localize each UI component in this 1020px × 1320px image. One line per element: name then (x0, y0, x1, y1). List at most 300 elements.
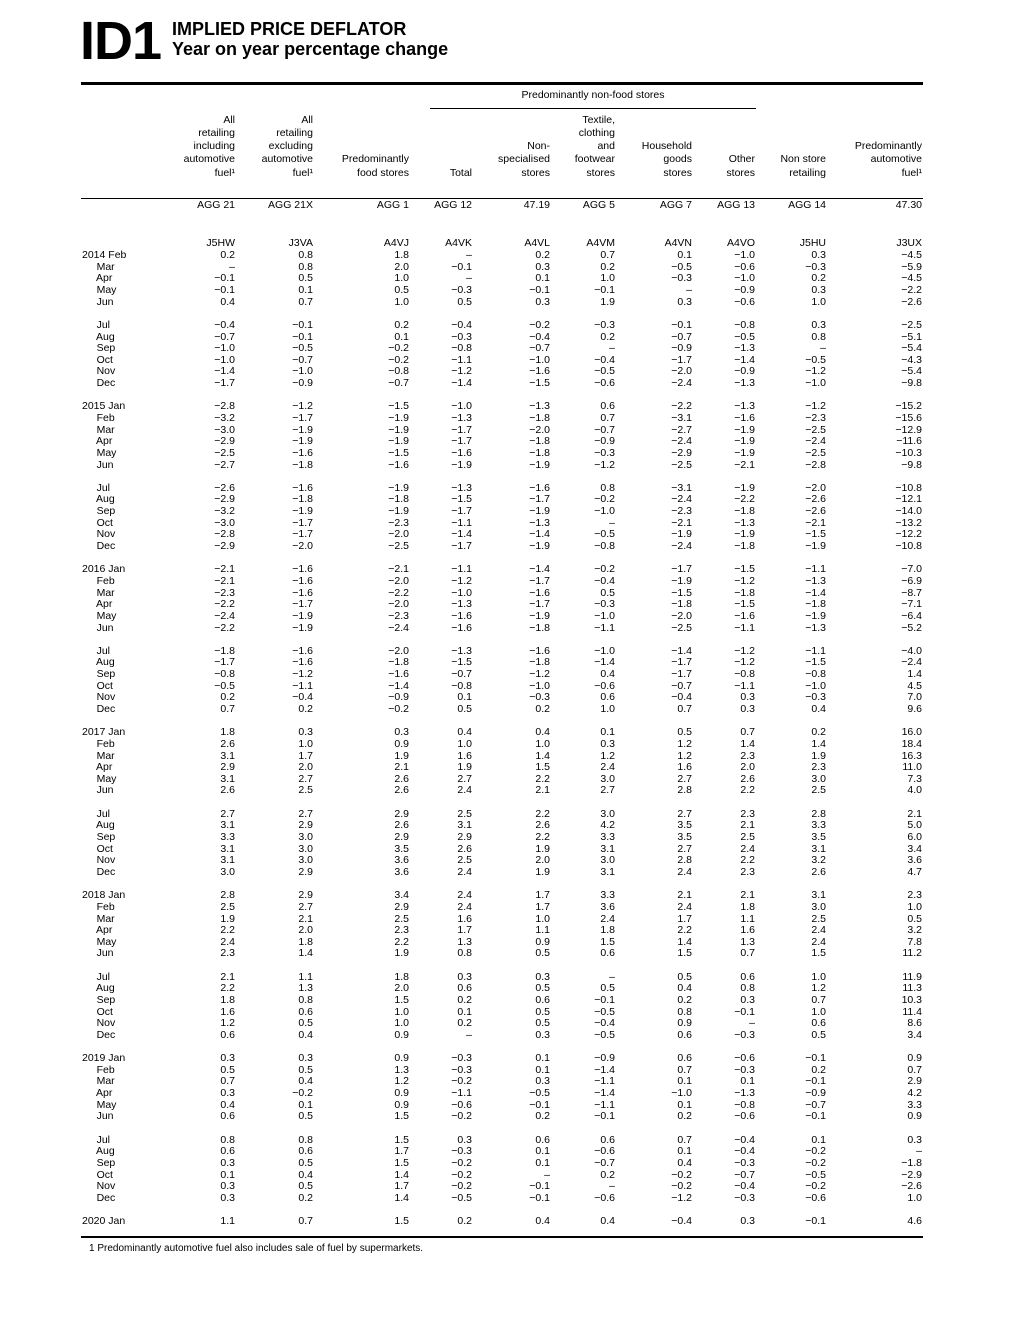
table-cell: −0.8 (451, 342, 472, 355)
table-cell: 0.4 (220, 1098, 235, 1111)
table-cell: 0.2 (535, 249, 550, 261)
table-cell: −2.6 (214, 481, 235, 494)
table-cell: −1.8 (292, 458, 313, 471)
table-cell: −1.5 (451, 493, 472, 506)
table-cell: −1.1 (805, 563, 826, 576)
table-cell: 1.3 (740, 935, 755, 948)
series-id: A4VN (664, 237, 692, 249)
table-cell: −1.0 (805, 679, 826, 692)
table-cell: – (466, 1028, 472, 1041)
table-cell: 1.4 (394, 1168, 409, 1181)
table-cell: 1.7 (535, 889, 550, 902)
table-cell: 0.5 (298, 1110, 313, 1123)
table-cell: −0.8 (388, 365, 409, 378)
table-cell: −1.3 (529, 516, 550, 529)
table-cell: 0.5 (298, 1063, 313, 1076)
table-row (0, 785, 1020, 797)
table-cell: −1.1 (292, 679, 313, 692)
table-cell: −1.9 (529, 609, 550, 622)
table-cell: −2.4 (388, 621, 409, 634)
table-cell: 3.0 (811, 900, 826, 913)
table-row (0, 448, 1020, 460)
table-row (0, 1216, 1020, 1228)
table-cell: −1.7 (451, 423, 472, 436)
table-cell: 2.9 (220, 761, 235, 774)
table-cell: 0.3 (220, 1191, 235, 1204)
table-cell: 0.2 (298, 703, 313, 715)
group-header-line (430, 108, 756, 109)
table-cell: 3.3 (907, 1098, 922, 1111)
table-cell: −0.2 (529, 318, 550, 331)
row-label: Aug (82, 656, 115, 669)
table-cell: 0.1 (677, 1075, 692, 1088)
table-cell: −1.2 (671, 1191, 692, 1204)
table-cell: −2.3 (388, 516, 409, 529)
table-cell: −0.2 (388, 703, 409, 715)
table-cell: 1.7 (394, 1145, 409, 1158)
table-cell: 2.0 (394, 260, 409, 273)
table-cell: −5.4 (901, 365, 922, 378)
table-cell: 1.2 (677, 737, 692, 750)
table-cell: −1.6 (292, 446, 313, 459)
table-cell: 11.3 (902, 982, 922, 995)
row-label: Sep (82, 505, 116, 518)
table-row (0, 599, 1020, 611)
table-cell: −1.1 (594, 621, 615, 634)
table-cell: −0.1 (805, 1110, 826, 1123)
table-cell: 1.5 (811, 947, 826, 960)
row-label: Aug (82, 1145, 115, 1158)
table-cell: −0.4 (594, 1017, 615, 1030)
table-cell: 2.4 (457, 900, 472, 913)
table-cell: −1.8 (214, 644, 235, 657)
table-cell: 0.2 (600, 1168, 615, 1181)
table-cell: −0.1 (529, 1098, 550, 1111)
table-cell: −1.9 (734, 435, 755, 448)
table-cell: 2.1 (677, 889, 692, 902)
table-cell: 2.4 (677, 900, 692, 913)
table-cell: 3.0 (600, 772, 615, 785)
table-cell: 0.5 (298, 1156, 313, 1169)
row-label: Feb (82, 900, 115, 913)
table-cell: 0.3 (220, 1156, 235, 1169)
table-cell: −1.7 (292, 516, 313, 529)
table-cell: 0.7 (811, 994, 826, 1006)
table-cell: 2.7 (677, 772, 692, 785)
table-cell: −0.9 (292, 377, 313, 389)
table-cell: −0.5 (594, 1005, 615, 1018)
series-id: A4VJ (383, 237, 409, 249)
row-label: Mar (82, 423, 115, 436)
table-cell: 0.7 (298, 295, 313, 308)
table-cell: 11.9 (902, 970, 922, 983)
table-cell: 0.3 (394, 726, 409, 739)
table-row (0, 1135, 1020, 1147)
table-cell: 3.2 (907, 924, 922, 937)
table-cell: 1.4 (907, 668, 922, 680)
table-cell: 2.4 (457, 889, 472, 902)
table-cell: −0.8 (734, 668, 755, 680)
table-cell: −1.0 (805, 377, 826, 389)
table-cell: 1.4 (677, 935, 692, 948)
table-cell: 2.1 (740, 889, 755, 902)
table-cell: −1.6 (451, 621, 472, 634)
table-cell: 3.5 (394, 842, 409, 855)
table-cell: −0.1 (594, 994, 615, 1006)
row-label: Jul (82, 1133, 111, 1146)
table-cell: −1.1 (451, 563, 472, 576)
table-cell: 0.3 (535, 970, 550, 983)
table-cell: −1.5 (734, 563, 755, 576)
table-cell: 2.4 (457, 784, 472, 797)
table-cell: −0.1 (214, 272, 235, 285)
table-cell: −1.1 (451, 353, 472, 366)
table-cell: 0.9 (394, 1087, 409, 1100)
table-cell: −2.1 (805, 516, 826, 529)
agg-code: AGG 21 (197, 199, 235, 211)
table-cell: 0.6 (535, 1133, 550, 1146)
table-row (0, 995, 1020, 1007)
table-cell: −2.4 (671, 435, 692, 448)
table-cell: −1.3 (805, 574, 826, 587)
table-row (0, 273, 1020, 285)
table-cell: 0.9 (394, 1052, 409, 1065)
table-cell: −0.6 (805, 1191, 826, 1204)
table-cell: −6.9 (901, 574, 922, 587)
table-row (0, 751, 1020, 763)
table-cell: −1.3 (734, 377, 755, 389)
table-cell: 0.6 (600, 691, 615, 704)
table-cell: −1.4 (529, 563, 550, 576)
table-cell: 0.5 (535, 1017, 550, 1030)
table-cell: −1.7 (671, 668, 692, 680)
table-cell: 1.0 (394, 272, 409, 285)
row-label: May (82, 283, 117, 296)
table-cell: −1.7 (671, 353, 692, 366)
row-label: Jun (82, 947, 114, 960)
table-cell: 2.9 (394, 900, 409, 913)
table-cell: 1.2 (677, 749, 692, 762)
table-cell: −2.4 (671, 377, 692, 389)
table-cell: −0.4 (214, 318, 235, 331)
table-cell: 0.3 (457, 1133, 472, 1146)
table-cell: −1.3 (734, 1087, 755, 1100)
table-cell: 1.2 (394, 1075, 409, 1088)
table-row (0, 1030, 1020, 1042)
table-row (0, 623, 1020, 635)
table-cell: −1.8 (734, 540, 755, 552)
row-label: Aug (82, 493, 115, 506)
table-cell: −2.5 (805, 423, 826, 436)
table-cell: – (466, 249, 472, 261)
table-cell: −0.2 (451, 1110, 472, 1123)
table-cell: −0.9 (388, 691, 409, 704)
table-cell: −0.2 (451, 1168, 472, 1181)
table-cell: 0.6 (298, 1005, 313, 1018)
table-cell: −0.9 (594, 1052, 615, 1065)
table-cell: 1.8 (740, 900, 755, 913)
table-cell: 3.6 (394, 854, 409, 867)
row-label: Dec (82, 1028, 116, 1041)
table-cell: – (609, 516, 615, 529)
table-cell: −0.6 (594, 1145, 615, 1158)
table-cell: 0.5 (811, 1028, 826, 1041)
table-cell: −2.0 (805, 481, 826, 494)
table-cell: 2.3 (220, 947, 235, 960)
table-cell: −1.5 (529, 377, 550, 389)
table-cell: 1.8 (220, 726, 235, 739)
table-cell: 0.7 (740, 947, 755, 960)
table-cell: 0.3 (220, 1180, 235, 1193)
table-cell: −2.6 (805, 493, 826, 506)
table-cell: −0.5 (734, 330, 755, 343)
table-cell: 0.2 (600, 330, 615, 343)
column-header-1: All retailing including automotive fuel¹ (183, 113, 235, 179)
table-cell: 0.7 (600, 412, 615, 424)
table-cell: 1.9 (535, 865, 550, 878)
table-cell: −1.6 (388, 458, 409, 471)
table-cell: −9.8 (901, 458, 922, 471)
table-row (0, 646, 1020, 658)
table-cell: 2.3 (740, 865, 755, 878)
table-cell: −2.4 (805, 435, 826, 448)
table-cell: −2.1 (214, 574, 235, 587)
table-cell: 2.7 (677, 807, 692, 820)
table-cell: −0.2 (451, 1156, 472, 1169)
table-cell: 2.7 (677, 842, 692, 855)
table-cell: 2.2 (535, 772, 550, 785)
table-cell: −1.0 (594, 644, 615, 657)
table-cell: −0.7 (451, 668, 472, 680)
table-cell: 0.7 (220, 1075, 235, 1088)
row-label: Jul (82, 644, 111, 657)
row-label: Nov (82, 528, 116, 541)
table-cell: −1.7 (292, 412, 313, 424)
table-cell: −4.5 (901, 249, 922, 261)
table-cell: −0.4 (671, 691, 692, 704)
table-cell: −0.1 (214, 283, 235, 296)
table-cell: 1.0 (600, 703, 615, 715)
table-cell: −0.3 (734, 1063, 755, 1076)
table-cell: 0.2 (535, 1110, 550, 1123)
table-cell: −1.4 (594, 1063, 615, 1076)
table-cell: 0.2 (394, 318, 409, 331)
table-cell: 3.5 (677, 819, 692, 832)
table-cell: −1.9 (292, 505, 313, 518)
table-cell: −0.3 (451, 1063, 472, 1076)
row-label: Oct (82, 353, 113, 366)
table-cell: 3.0 (298, 831, 313, 843)
table-cell: 2.5 (298, 784, 313, 797)
table-cell: −2.0 (671, 365, 692, 378)
table-cell: −0.5 (594, 528, 615, 541)
table-cell: −1.8 (671, 598, 692, 611)
table-cell: 2.5 (811, 912, 826, 925)
table-cell: −0.4 (734, 1133, 755, 1146)
row-label: 2014 Feb (82, 249, 127, 261)
table-cell: 0.1 (677, 249, 692, 261)
table-cell: 0.2 (600, 260, 615, 273)
table-row (0, 250, 1020, 262)
table-cell: 18.4 (901, 737, 922, 750)
table-cell: 3.3 (600, 831, 615, 843)
table-cell: 0.1 (677, 1145, 692, 1158)
table-cell: −0.3 (594, 598, 615, 611)
table-cell: −0.9 (734, 365, 755, 378)
column-header-5: Non- specialised stores (498, 140, 550, 179)
table-cell: −1.9 (734, 423, 755, 436)
table-cell: 9.6 (907, 703, 922, 715)
column-header-8: Other stores (726, 153, 755, 179)
table-cell: −1.7 (451, 435, 472, 448)
table-cell: 2.1 (535, 784, 550, 797)
table-cell: −1.5 (734, 598, 755, 611)
table-cell: 2.4 (811, 924, 826, 937)
table-cell: −12.2 (895, 528, 922, 541)
table-cell: −0.3 (594, 318, 615, 331)
table-cell: −1.7 (451, 505, 472, 518)
table-cell: −1.6 (292, 563, 313, 576)
table-cell: 0.5 (220, 1063, 235, 1076)
table-cell: 3.5 (677, 831, 692, 843)
table-cell: −1.7 (529, 598, 550, 611)
table-cell: 1.9 (394, 947, 409, 960)
table-cell: 0.2 (677, 1110, 692, 1123)
table-row (0, 460, 1020, 472)
table-cell: 2.6 (811, 865, 826, 878)
table-cell: 1.6 (457, 749, 472, 762)
table-cell: 0.6 (600, 947, 615, 960)
table-cell: −0.7 (671, 330, 692, 343)
table-cell: 2.7 (298, 900, 313, 913)
table-cell: −0.4 (451, 318, 472, 331)
table-cell: −0.8 (594, 540, 615, 552)
table-cell: 1.6 (677, 761, 692, 774)
table-cell: −2.2 (214, 598, 235, 611)
row-label: Sep (82, 1156, 116, 1169)
table-cell: 0.4 (220, 295, 235, 308)
table-cell: −0.7 (734, 1168, 755, 1181)
row-label: Feb (82, 1063, 115, 1076)
table-cell: 3.3 (811, 819, 826, 832)
table-cell: −1.2 (734, 574, 755, 587)
table-cell: −1.2 (451, 574, 472, 587)
table-cell: −1.4 (734, 353, 755, 366)
table-cell: −7.1 (901, 598, 922, 611)
series-id: J3UX (896, 237, 922, 249)
table-cell: 2.2 (740, 784, 755, 797)
table-cell: −0.7 (594, 423, 615, 436)
table-cell: 1.0 (907, 900, 922, 913)
table-cell: −0.5 (451, 1191, 472, 1204)
table-cell: −2.3 (214, 586, 235, 599)
table-cell: 3.5 (811, 831, 826, 843)
table-cell: −0.2 (388, 342, 409, 355)
table-cell: −1.1 (594, 1098, 615, 1111)
row-label: Dec (82, 865, 116, 878)
table-cell: −12.9 (895, 423, 922, 436)
table-cell: −2.0 (388, 644, 409, 657)
table-cell: −0.8 (734, 1098, 755, 1111)
table-row (0, 1076, 1020, 1088)
table-cell: −1.4 (388, 679, 409, 692)
table-cell: 1.8 (298, 935, 313, 948)
table-row (0, 506, 1020, 518)
table-cell: 1.6 (457, 912, 472, 925)
table-cell: −0.3 (734, 1028, 755, 1041)
row-label: Oct (82, 679, 113, 692)
table-cell: 0.5 (457, 703, 472, 715)
table-cell: −1.3 (451, 481, 472, 494)
row-label: Nov (82, 1017, 116, 1030)
table-cell: −2.5 (214, 446, 235, 459)
table-cell: −0.7 (388, 377, 409, 389)
row-label: Jul (82, 318, 111, 331)
table-row (0, 576, 1020, 588)
table-cell: −2.9 (901, 1168, 922, 1181)
table-cell: −11.6 (896, 435, 922, 448)
row-label: Nov (82, 854, 116, 867)
table-cell: 2.0 (535, 854, 550, 867)
table-cell: −1.4 (805, 586, 826, 599)
table-cell: 2.1 (740, 819, 755, 832)
row-label: Oct (82, 516, 113, 529)
table-cell: 7.0 (907, 691, 922, 704)
table-row (0, 762, 1020, 774)
table-cell: 0.5 (457, 295, 472, 308)
table-cell: −1.8 (529, 435, 550, 448)
table-cell: −2.4 (671, 493, 692, 506)
table-cell: 0.4 (535, 726, 550, 739)
table-cell: 1.0 (907, 1191, 922, 1204)
row-label: Sep (82, 342, 116, 355)
table-cell: 1.0 (535, 737, 550, 750)
table-cell: 0.3 (907, 1133, 922, 1146)
table-cell: −0.2 (388, 353, 409, 366)
table-cell: −1.3 (451, 412, 472, 424)
table-row (0, 1088, 1020, 1100)
table-cell: 2.6 (535, 819, 550, 832)
table-cell: 4.7 (907, 865, 922, 878)
table-cell: 0.6 (298, 1145, 313, 1158)
table-row (0, 425, 1020, 437)
table-cell: 0.8 (298, 994, 313, 1006)
table-cell: −1.4 (451, 528, 472, 541)
table-cell: 0.2 (220, 249, 235, 261)
table-cell: 1.7 (677, 912, 692, 925)
table-cell: 4.2 (907, 1087, 922, 1100)
table-cell: 1.9 (394, 749, 409, 762)
table-cell: 1.7 (457, 924, 472, 937)
table-cell: −1.9 (388, 412, 409, 424)
series-id: J5HU (799, 237, 826, 249)
table-cell: 2.9 (457, 831, 472, 843)
table-cell: −13.2 (895, 516, 922, 529)
table-cell: −0.4 (594, 353, 615, 366)
table-cell: −1.9 (734, 446, 755, 459)
row-label: Dec (82, 540, 116, 552)
table-cell: −1.5 (388, 400, 409, 413)
table-cell: 2.4 (677, 865, 692, 878)
table-cell: 0.9 (394, 1028, 409, 1041)
table-cell: 0.1 (677, 1098, 692, 1111)
table-row (0, 483, 1020, 495)
agg-code: AGG 14 (788, 199, 826, 211)
table-cell: 0.8 (220, 1133, 235, 1146)
table-cell: −1.9 (529, 540, 550, 552)
table-cell: 2.4 (600, 761, 615, 774)
row-label: Oct (82, 1005, 113, 1018)
